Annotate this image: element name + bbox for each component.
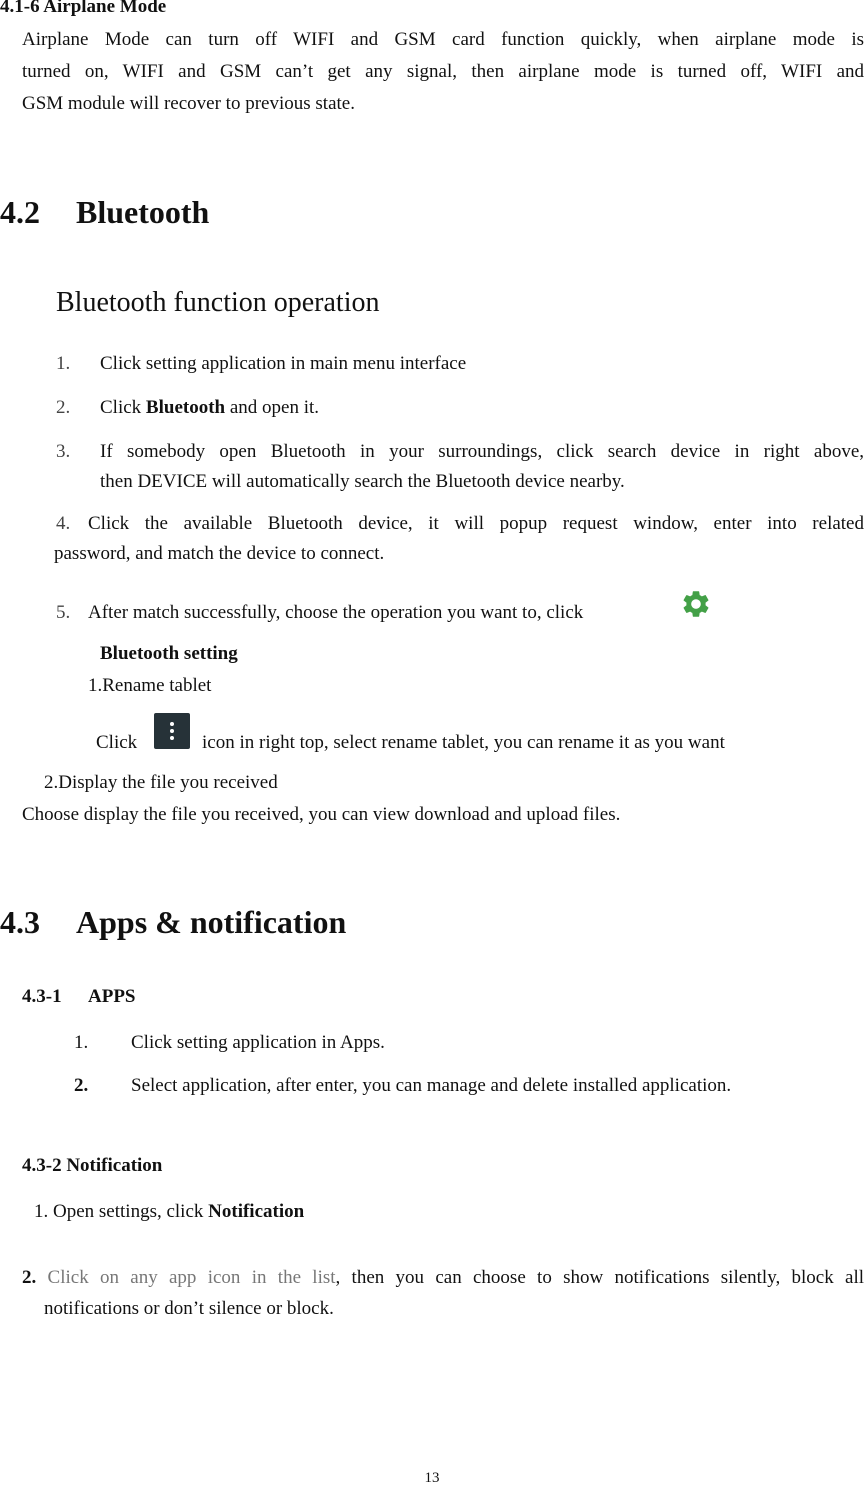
apps-step-text: Click setting application in Apps. (131, 1032, 385, 1053)
notification-step-2-text: , then you can choose to show notifications silently, block all (335, 1267, 864, 1288)
page-number: 13 (424, 1470, 440, 1486)
section-4-1-6-heading: 4.1-6 Airplane Mode (0, 0, 167, 17)
notification-step-2-continued: notifications or don’t silence or block. (44, 1298, 334, 1319)
step-text (100, 392, 319, 423)
step-number: 4. (56, 513, 71, 534)
apps-step-number: 2. (74, 1075, 89, 1096)
paragraph-line: GSM module will recover to previous state. (22, 93, 355, 114)
paragraph-line: Airplane Mode can turn off WIFI and GSM card function quickly, when airplane mode is (22, 29, 864, 50)
menu-dot (170, 722, 174, 726)
step-number: 5. (56, 602, 71, 623)
section-4-3-number: 4.3 (0, 904, 40, 940)
step-text: Click setting application in main menu interface (100, 353, 467, 374)
apps-step-text: Select application, after enter, you can manage and delete installed application. (131, 1075, 732, 1096)
step-number: 1. (56, 353, 71, 374)
gear-icon[interactable] (680, 588, 712, 620)
step-text: Click the available Bluetooth device, it will popup request window, enter into related (88, 513, 864, 534)
step-number: 3. (56, 441, 71, 462)
step-number: 2. (56, 397, 71, 418)
notification-step-1-text: 1. Open settings, click (34, 1201, 209, 1222)
apps-heading-number: 4.3-1 (22, 986, 62, 1007)
notification-heading: 4.3-2 Notification (22, 1155, 163, 1176)
step-text: If somebody open Bluetooth in your surroundings, click search device in right above, (100, 441, 864, 462)
section-4-3-title: Apps & notification (76, 904, 347, 940)
step-text-continued: password, and match the device to connect. (54, 543, 385, 564)
menu-dot (170, 736, 174, 740)
section-4-2-number: 4.2 (0, 194, 40, 230)
notification-step-2 (22, 1262, 864, 1293)
more-vert-icon[interactable] (154, 713, 190, 749)
bluetooth-subtitle: Bluetooth function operation (56, 287, 380, 318)
rename-description: icon in right top, select rename tablet, you can rename it as you want (202, 732, 725, 753)
rename-tablet-label: 1.Rename tablet (88, 675, 212, 696)
menu-dot (170, 729, 174, 733)
step-text-post: and open it. (225, 397, 320, 418)
step-text-continued: then DEVICE will automatically search the Bluetooth device nearby. (100, 471, 625, 492)
notification-step-1 (34, 1196, 304, 1227)
paragraph-line: turned on, WIFI and GSM can’t get any signal, then airplane mode is turned off, WIFI and (22, 61, 864, 82)
bluetooth-setting-heading: Bluetooth setting (100, 643, 238, 664)
airplane-mode-paragraph (22, 24, 864, 120)
rename-click-text: Click (96, 732, 138, 753)
apps-heading: APPS (88, 986, 136, 1007)
section-4-2-title: Bluetooth (76, 194, 210, 230)
notification-step-2-number: 2. (22, 1267, 37, 1288)
step-text: After match successfully, choose the operation you want to, click (88, 602, 584, 623)
display-file-description: Choose display the file you received, you can view download and upload files. (22, 804, 621, 825)
step-text-pre: Click (100, 397, 146, 418)
notification-step-1-bold: Notification (208, 1201, 305, 1222)
step-text-bold: Bluetooth (145, 397, 226, 418)
apps-step-number: 1. (74, 1032, 89, 1053)
notification-step-2-gray-text: Click on any app icon in the list (47, 1267, 336, 1288)
display-file-label: 2.Display the file you received (44, 772, 278, 793)
